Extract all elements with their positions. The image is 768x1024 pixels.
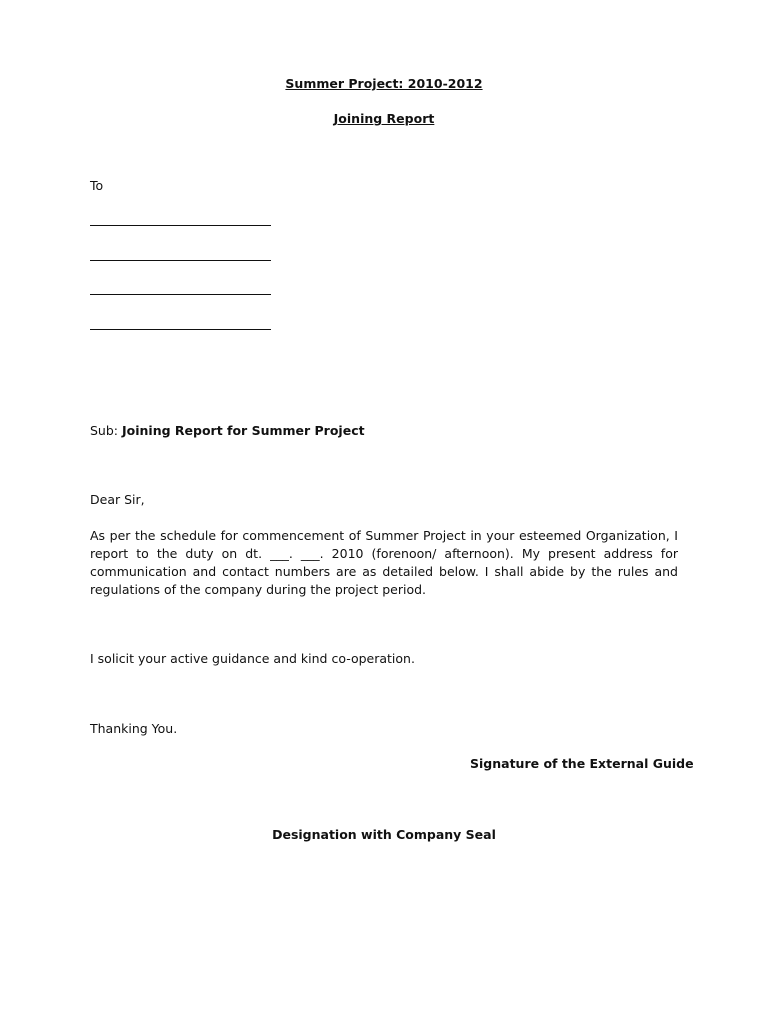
to-label: To xyxy=(90,178,104,193)
address-blank-line-3 xyxy=(90,294,271,295)
subject-prefix: Sub: xyxy=(90,423,119,438)
signature-label: Signature of the External Guide xyxy=(470,756,694,771)
document-title: Summer Project: 2010-2012 xyxy=(285,76,483,91)
address-blank-line-4 xyxy=(90,329,271,330)
salutation: Dear Sir, xyxy=(90,492,145,507)
body-paragraph: As per the schedule for commencement of Summer Project in your esteemed Organization, I report to the duty on dt. ___. ___. 2010 (forenoon/ afternoon). My present address for communication and contact numbers are as detailed below. I shall abide by the rules and regulations of the company during the project period. xyxy=(90,528,678,597)
closing: Thanking You. xyxy=(90,721,178,736)
subject-line xyxy=(90,422,365,440)
designation-label: Designation with Company Seal xyxy=(272,827,496,842)
address-blank-line-2 xyxy=(90,260,271,261)
address-blank-line-1 xyxy=(90,225,271,226)
document-subtitle: Joining Report xyxy=(333,111,435,126)
subject-text: Joining Report for Summer Project xyxy=(122,423,365,438)
request-paragraph: I solicit your active guidance and kind co-operation. xyxy=(90,651,415,666)
